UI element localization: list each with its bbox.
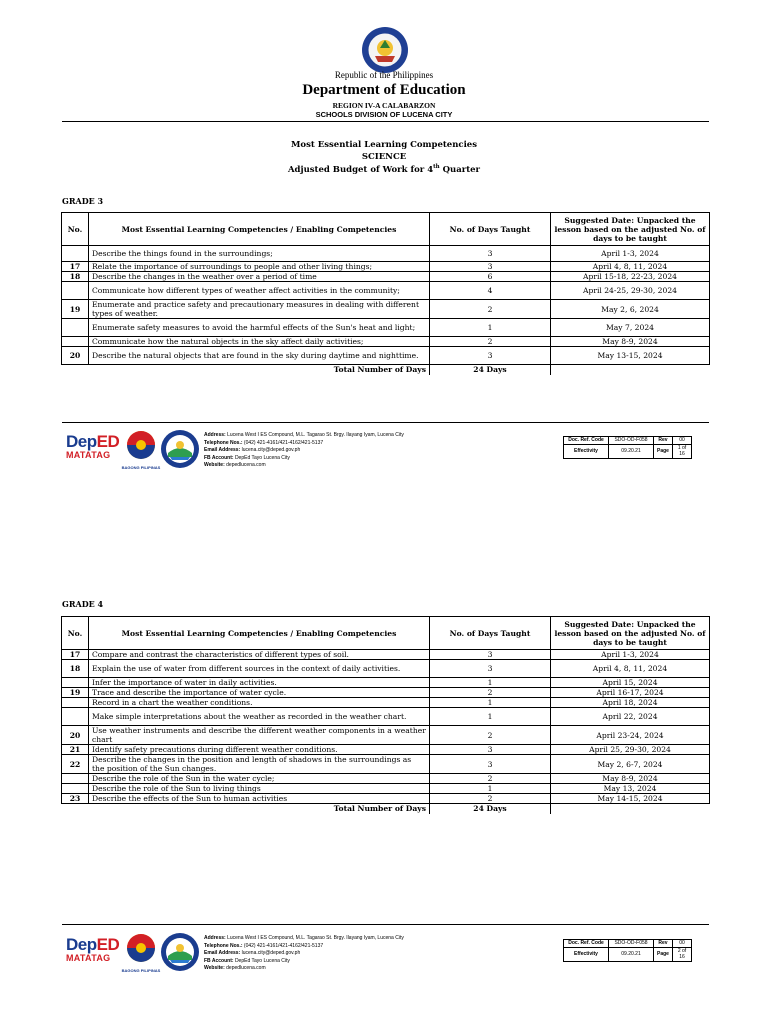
competency-text: Relate the importance of surroundings to people and other living things; bbox=[89, 262, 430, 272]
row-number: 18 bbox=[62, 272, 89, 282]
col-no-header: No. bbox=[62, 213, 89, 246]
table-row bbox=[62, 246, 710, 262]
deped-matatag-logo: DepED MATATAG bbox=[66, 935, 120, 963]
table-row bbox=[62, 282, 710, 300]
table-row bbox=[62, 688, 710, 698]
row-number: 19 bbox=[62, 688, 89, 698]
division-text: SCHOOLS DIVISION OF LUCENA CITY bbox=[315, 110, 453, 119]
row-number: 22 bbox=[62, 755, 89, 774]
competency-text: Make simple interpretations about the weather as recorded in the weather chart. bbox=[89, 708, 430, 726]
grade3-table bbox=[61, 212, 710, 375]
suggested-date: April 1-3, 2024 bbox=[551, 246, 710, 262]
competency-text: Compare and contrast the characteristics of different types of soil. bbox=[89, 650, 430, 660]
col-date-header: Suggested Date: Unpacked the lesson based on the adjusted No. of days to be taught bbox=[551, 617, 710, 650]
total-label: Total Number of Days bbox=[89, 804, 430, 814]
table-row bbox=[62, 794, 710, 804]
days-taught: 3 bbox=[430, 650, 551, 660]
suggested-date: May 13-15, 2024 bbox=[551, 347, 710, 365]
competency-text: Communicate how different types of weather affect activities in the community; bbox=[89, 282, 430, 300]
total-spacer bbox=[551, 365, 710, 375]
days-taught: 2 bbox=[430, 774, 551, 784]
table-row bbox=[62, 726, 710, 745]
days-taught: 6 bbox=[430, 272, 551, 282]
doc-title-subject: SCIENCE bbox=[361, 152, 407, 162]
total-row bbox=[62, 804, 710, 814]
table-row bbox=[62, 755, 710, 774]
table-row bbox=[62, 337, 710, 347]
suggested-date: May 13, 2024 bbox=[551, 784, 710, 794]
table-row bbox=[62, 784, 710, 794]
competency-text: Identify safety precautions during different weather conditions. bbox=[89, 745, 430, 755]
row-number: 20 bbox=[62, 347, 89, 365]
days-taught: 2 bbox=[430, 300, 551, 319]
footer-divider bbox=[62, 422, 709, 423]
competency-text: Infer the importance of water in daily activities. bbox=[89, 678, 430, 688]
republic-text: Republic of the Philippines bbox=[334, 70, 434, 80]
row-number bbox=[62, 774, 89, 784]
table-row bbox=[62, 708, 710, 726]
row-number bbox=[62, 784, 89, 794]
col-competency-header: Most Essential Learning Competencies / Enabling Competencies bbox=[89, 213, 430, 246]
days-taught: 3 bbox=[430, 246, 551, 262]
competency-text: Record in a chart the weather conditions. bbox=[89, 698, 430, 708]
table-row bbox=[62, 745, 710, 755]
col-days-header: No. of Days Taught bbox=[430, 213, 551, 246]
col-no-header: No. bbox=[62, 617, 89, 650]
col-competency-header: Most Essential Learning Competencies / Enabling Competencies bbox=[89, 617, 430, 650]
competency-text: Explain the use of water from different sources in the context of daily activities. bbox=[89, 660, 430, 678]
days-taught: 1 bbox=[430, 678, 551, 688]
table-row bbox=[62, 300, 710, 319]
row-number bbox=[62, 698, 89, 708]
page-number: 1 of 16 bbox=[673, 444, 692, 458]
days-taught: 1 bbox=[430, 784, 551, 794]
doc-title-line3: Adjusted Budget of Work for 4th Quarter bbox=[287, 164, 481, 175]
competency-text: Use weather instruments and describe the different weather components in a weather chart bbox=[89, 726, 430, 745]
page-number: 2 of 16 bbox=[673, 947, 692, 961]
row-number: 17 bbox=[62, 650, 89, 660]
deped-matatag-logo: DepED MATATAG bbox=[66, 432, 120, 460]
suggested-date: April 1-3, 2024 bbox=[551, 650, 710, 660]
doc-reference-box: Doc. Ref. Code SDO-OD-F058 Rev 00 Effectivity 09.20.21 Page 2 of 16 bbox=[563, 939, 692, 962]
row-number bbox=[62, 708, 89, 726]
suggested-date: April 18, 2024 bbox=[551, 698, 710, 708]
doc-title-line1: Most Essential Learning Competencies bbox=[291, 140, 477, 150]
bagong-pilipinas-logo: BAGONG PILIPINAS bbox=[120, 429, 162, 469]
row-number: 20 bbox=[62, 726, 89, 745]
grade4-table bbox=[61, 616, 710, 814]
table-row bbox=[62, 272, 710, 282]
suggested-date: April 15-18, 22-23, 2024 bbox=[551, 272, 710, 282]
table-row bbox=[62, 347, 710, 365]
row-number: 19 bbox=[62, 300, 89, 319]
suggested-date: April 23-24, 2024 bbox=[551, 726, 710, 745]
days-taught: 2 bbox=[430, 794, 551, 804]
suggested-date: April 24-25, 29-30, 2024 bbox=[551, 282, 710, 300]
table-row bbox=[62, 774, 710, 784]
competency-text: Describe the natural objects that are found in the sky during daytime and nighttime. bbox=[89, 347, 430, 365]
days-taught: 3 bbox=[430, 745, 551, 755]
days-taught: 1 bbox=[430, 698, 551, 708]
total-spacer bbox=[551, 804, 710, 814]
total-row bbox=[62, 365, 710, 375]
competency-text: Describe the changes in the position and length of shadows in the surroundings as the position of the Sun changes. bbox=[89, 755, 430, 774]
grade4-label: GRADE 4 bbox=[62, 599, 104, 609]
suggested-date: April 22, 2024 bbox=[551, 708, 710, 726]
days-taught: 2 bbox=[430, 688, 551, 698]
total-label: Total Number of Days bbox=[89, 365, 430, 375]
row-number: 18 bbox=[62, 660, 89, 678]
grade3-label: GRADE 3 bbox=[62, 196, 104, 206]
competency-text: Describe the role of the Sun in the water cycle; bbox=[89, 774, 430, 784]
row-number bbox=[62, 337, 89, 347]
bagong-pilipinas-logo: BAGONG PILIPINAS bbox=[120, 932, 162, 972]
row-number: 21 bbox=[62, 745, 89, 755]
row-number bbox=[62, 319, 89, 337]
table-row bbox=[62, 262, 710, 272]
total-days: 24 Days bbox=[430, 804, 551, 814]
department-title: Department of Education bbox=[302, 82, 466, 98]
row-number: 17 bbox=[62, 262, 89, 272]
suggested-date: May 14-15, 2024 bbox=[551, 794, 710, 804]
row-number bbox=[62, 282, 89, 300]
suggested-date: April 25, 29-30, 2024 bbox=[551, 745, 710, 755]
competency-text: Describe the changes in the weather over a period of time bbox=[89, 272, 430, 282]
total-spacer bbox=[62, 365, 89, 375]
suggested-date: April 4, 8, 11, 2024 bbox=[551, 660, 710, 678]
days-taught: 4 bbox=[430, 282, 551, 300]
days-taught: 3 bbox=[430, 347, 551, 365]
row-number: 23 bbox=[62, 794, 89, 804]
table-row bbox=[62, 678, 710, 688]
suggested-date: May 2, 6, 2024 bbox=[551, 300, 710, 319]
days-taught: 2 bbox=[430, 726, 551, 745]
doc-reference-box: Doc. Ref. Code SDO-OD-F058 Rev 00 Effectivity 09.20.21 Page 1 of 16 bbox=[563, 436, 692, 459]
suggested-date: May 7, 2024 bbox=[551, 319, 710, 337]
table-row bbox=[62, 650, 710, 660]
division-seal-icon bbox=[160, 932, 200, 972]
row-number bbox=[62, 678, 89, 688]
suggested-date: May 2, 6-7, 2024 bbox=[551, 755, 710, 774]
suggested-date: May 8-9, 2024 bbox=[551, 337, 710, 347]
days-taught: 1 bbox=[430, 708, 551, 726]
total-days: 24 Days bbox=[430, 365, 551, 375]
division-seal-icon bbox=[160, 429, 200, 469]
table-row bbox=[62, 660, 710, 678]
total-spacer bbox=[62, 804, 89, 814]
days-taught: 3 bbox=[430, 660, 551, 678]
competency-text: Enumerate safety measures to avoid the harmful effects of the Sun's heat and light; bbox=[89, 319, 430, 337]
suggested-date: April 4, 8, 11, 2024 bbox=[551, 262, 710, 272]
competency-text: Communicate how the natural objects in the sky affect daily activities; bbox=[89, 337, 430, 347]
days-taught: 3 bbox=[430, 262, 551, 272]
suggested-date: April 15, 2024 bbox=[551, 678, 710, 688]
row-number bbox=[62, 246, 89, 262]
competency-text: Describe the effects of the Sun to human activities bbox=[89, 794, 430, 804]
suggested-date: April 16-17, 2024 bbox=[551, 688, 710, 698]
competency-text: Describe the role of the Sun to living things bbox=[89, 784, 430, 794]
days-taught: 3 bbox=[430, 755, 551, 774]
competency-text: Enumerate and practice safety and precautionary measures in dealing with different types of weather. bbox=[89, 300, 430, 319]
col-days-header: No. of Days Taught bbox=[430, 617, 551, 650]
header-divider bbox=[62, 121, 709, 122]
region-text: REGION IV-A CALABARZON bbox=[332, 101, 436, 110]
contact-info: Address: Lucena West I ES Compound, M.L. Tagarao St. Brgy. Ilayang Iyam, Lucena City Telephone Nos.: (042) 421-4161/421-4162/421-5137 Email Address: lucena.city@deped.gov.ph FB Account: DepEd Tayo Lucena City Website: depedlucena.com bbox=[204, 935, 404, 972]
col-date-header: Suggested Date: Unpacked the lesson based on the adjusted No. of days to be taught bbox=[551, 213, 710, 246]
contact-info: Address: Lucena West I ES Compound, M.L. Tagarao St. Brgy. Ilayang Iyam, Lucena City Telephone Nos.: (042) 421-4161/421-4162/421-5137 Email Address: lucena.city@deped.gov.ph FB Account: DepEd Tayo Lucena City Website: depedlucena.com bbox=[204, 432, 404, 469]
table-row bbox=[62, 319, 710, 337]
table-row bbox=[62, 698, 710, 708]
footer-divider bbox=[62, 924, 709, 925]
competency-text: Trace and describe the importance of water cycle. bbox=[89, 688, 430, 698]
days-taught: 2 bbox=[430, 337, 551, 347]
suggested-date: May 8-9, 2024 bbox=[551, 774, 710, 784]
deped-seal-icon bbox=[361, 26, 409, 74]
days-taught: 1 bbox=[430, 319, 551, 337]
competency-text: Describe the things found in the surroundings; bbox=[89, 246, 430, 262]
